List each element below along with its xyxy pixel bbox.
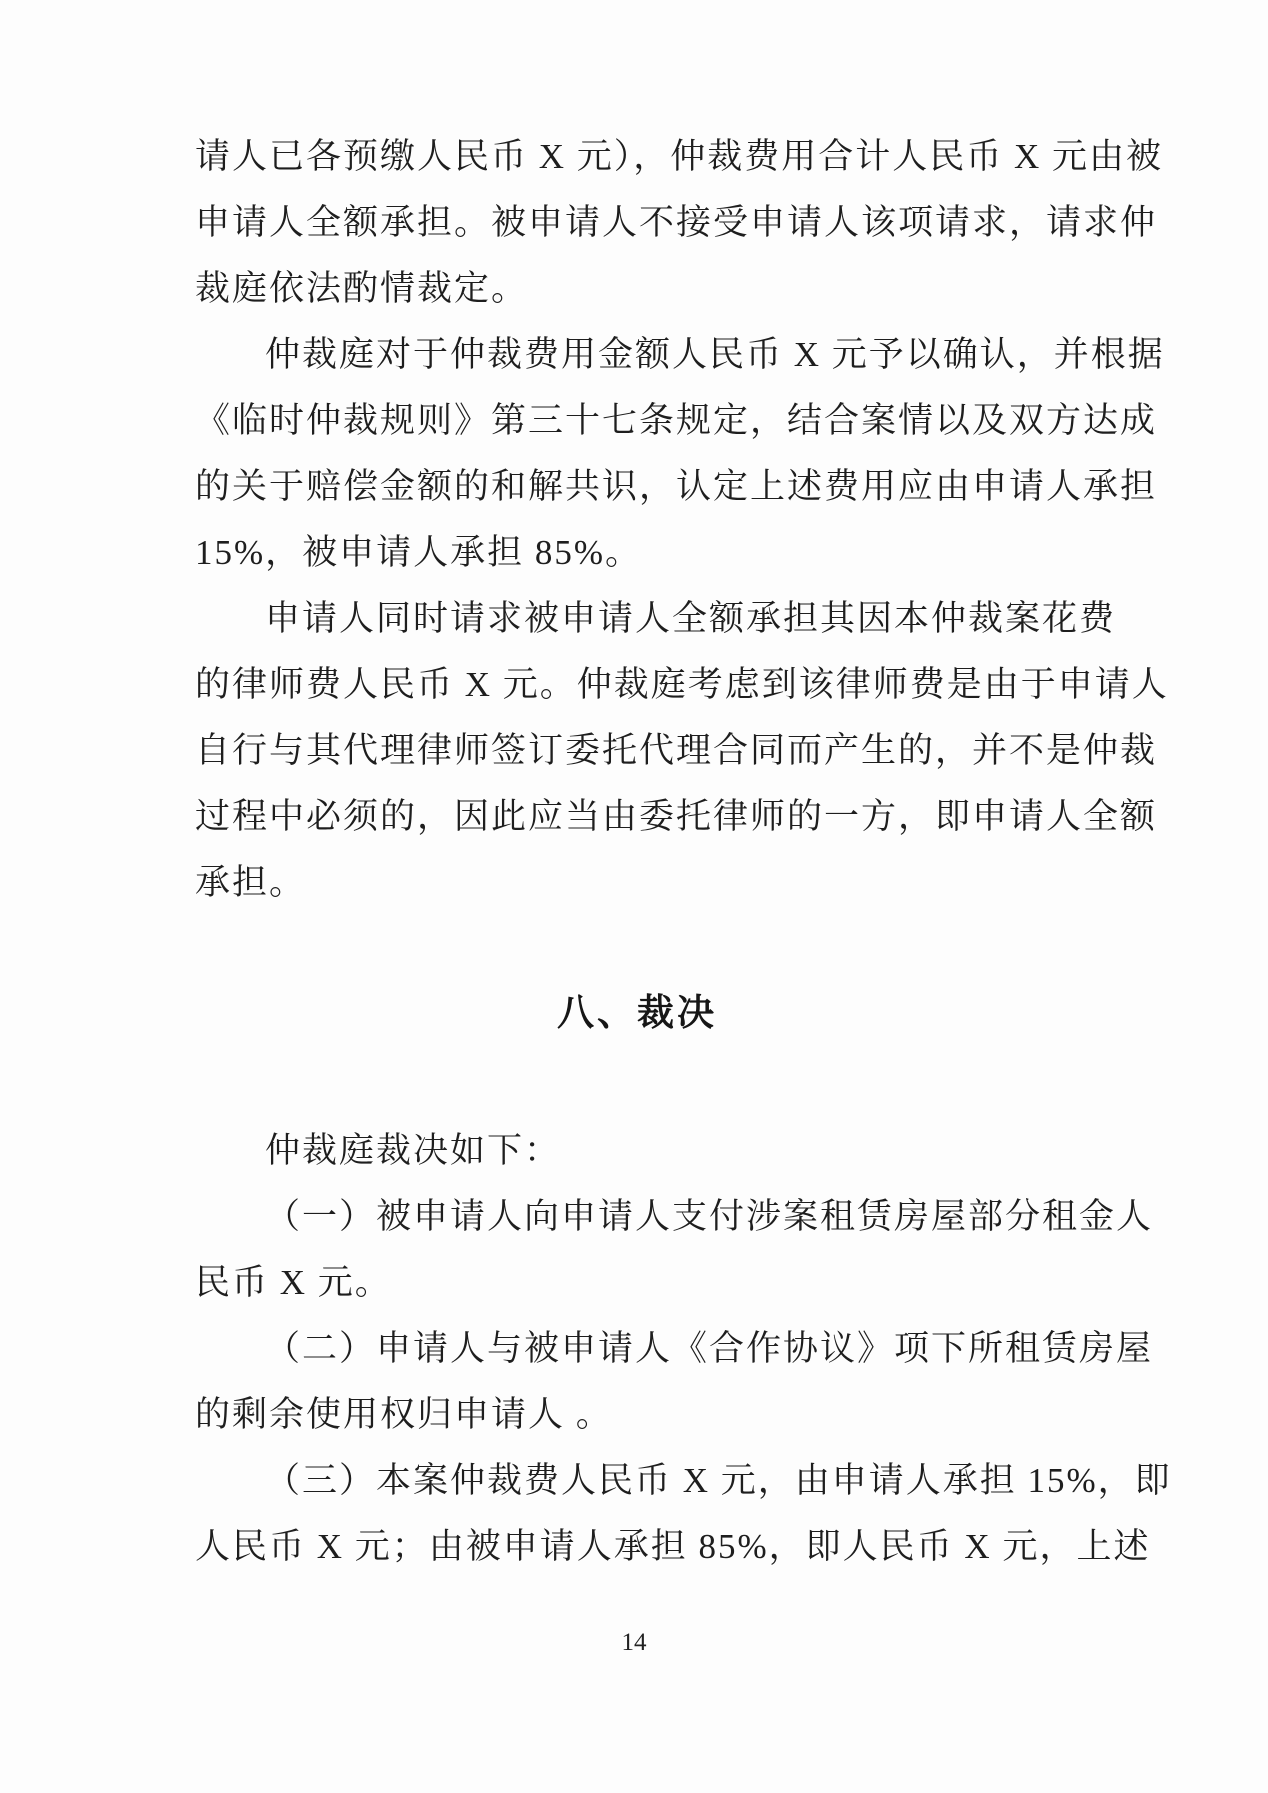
- text-line: 民币 X 元。: [195, 1263, 392, 1302]
- text-line: 《临时仲裁规则》第三十七条规定，结合案情以及双方达成: [195, 401, 1158, 440]
- text-line: 承担。: [195, 863, 307, 902]
- text-line: 申请人全额承担。被申请人不接受申请人该项请求，请求仲: [195, 203, 1158, 242]
- text-line: 仲裁庭对于仲裁费用金额人民币 X 元予以确认，并根据: [265, 335, 1165, 374]
- text-line: 申请人同时请求被申请人全额承担其因本仲裁案花费: [265, 599, 1117, 638]
- text-line: （三）本案仲裁费人民币 X 元，由申请人承担 15%，即: [265, 1461, 1172, 1500]
- paragraph: [195, 1184, 1154, 1316]
- document-body: [195, 124, 1172, 1580]
- paragraph: [195, 1316, 1154, 1448]
- text-line: 人民币 X 元；由被申请人承担 85%，即人民币 X 元，上述: [195, 1527, 1151, 1566]
- page-number: 14: [621, 1629, 647, 1656]
- section-heading: 八、裁决: [557, 992, 717, 1033]
- paragraph: [195, 322, 1165, 586]
- page-footer: [0, 1628, 1268, 1658]
- text-line: （一）被申请人向申请人支付涉案租赁房屋部分租金人: [265, 1197, 1154, 1236]
- text-line: 裁庭依法酌情裁定。: [195, 269, 529, 308]
- paragraph: [195, 586, 1169, 916]
- paragraph: [195, 1448, 1172, 1580]
- text-line: 的关于赔偿金额的和解共识，认定上述费用应由申请人承担: [195, 467, 1158, 506]
- text-line: 15%，被申请人承担 85%。: [195, 533, 643, 572]
- text-line: （二）申请人与被申请人《合作协议》项下所租赁房屋: [265, 1329, 1154, 1368]
- text-line: 过程中必须的，因此应当由委托律师的一方，即申请人全额: [195, 797, 1158, 836]
- paragraph: [195, 124, 1164, 322]
- text-line: 请人已各预缴人民币 X 元），仲裁费用合计人民币 X 元由被: [195, 137, 1164, 176]
- paragraph: [195, 1118, 1079, 1184]
- text-line: 的剩余使用权归申请人 。: [195, 1395, 613, 1434]
- text-line: 仲裁庭裁决如下：: [265, 1131, 562, 1170]
- text-line: 自行与其代理律师签订委托代理合同而产生的，并不是仲裁: [195, 731, 1158, 770]
- text-line: 的律师费人民币 X 元。仲裁庭考虑到该律师费是由于申请人: [195, 665, 1169, 704]
